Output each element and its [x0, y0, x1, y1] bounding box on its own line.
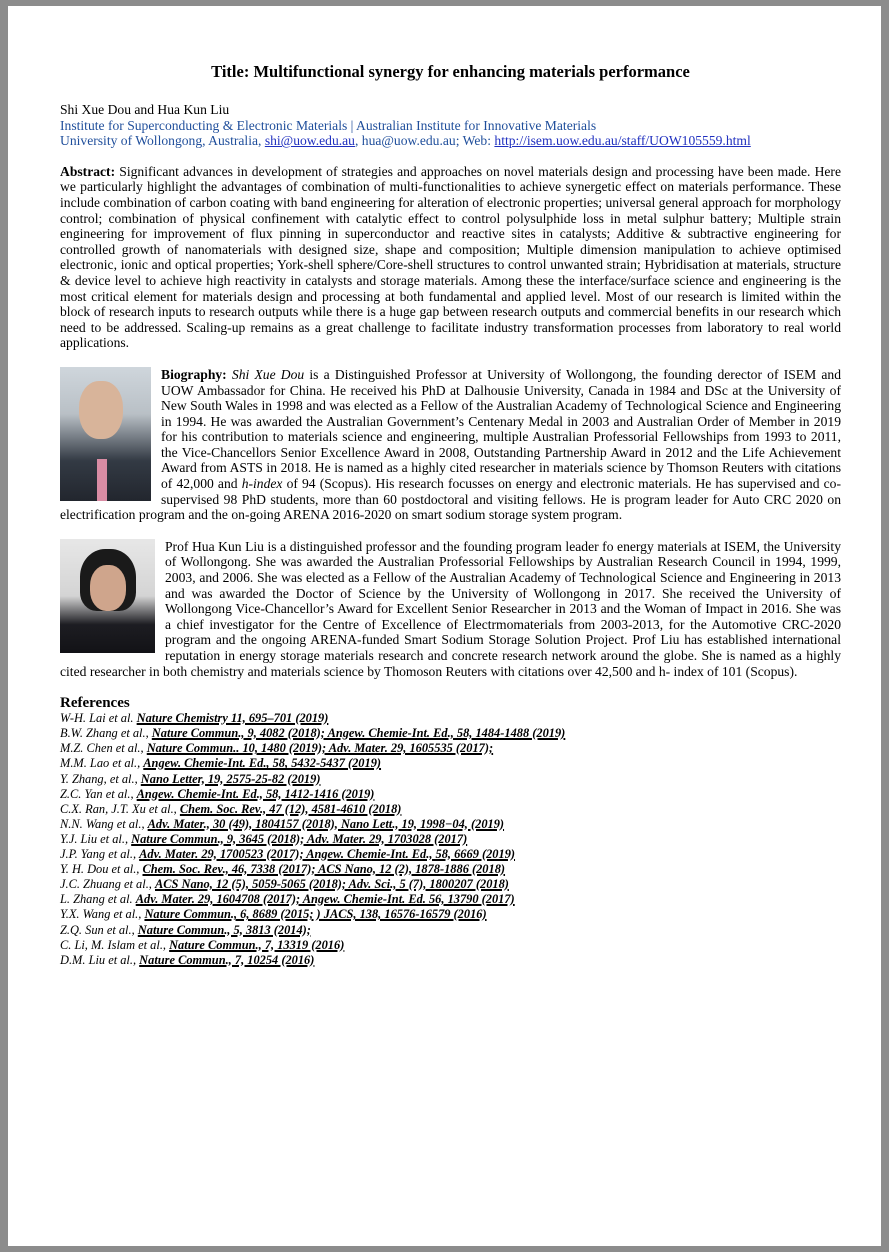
biography-liu: [60, 539, 841, 679]
bio-name: Shi Xue Dou: [231, 366, 305, 382]
bio-text-liu: Prof Hua Kun Liu is a distinguished professor and the founding program leader fo energy materials at ISEM, the University of Wollongong. She was awarded the Australian Professorial Fellowships by Australian Research Council in 1994, 1999, 2003, and 2006. She was elected as a Fellow of the Australian Academy of Technological Science and Engineering in 2013 and was awarded the Doctor of Science by the University of Wollongong in 2017. She received the University of Wollongong Vice-Chancellor’s Award for Excellent Senior Researcher in 2013 and the Woman of Impact in 2016. She was a chief investigator for the Centre of Excellence of Electrmomaterials from 2003-2013, for the Automotive CRC-2020 program and the ongoing ARENA-funded Smart Sodium Storage Solution Project. Prof Liu has established international reputation in energy storage materials research and concrete research network around the globe. She is named as a highly cited researcher in both chemistry and materials science by Thomoson Reuters with citations over 42,500 and h- index of 101 (Scopus).: [60, 538, 841, 679]
email-link[interactable]: shi@uow.edu.au: [264, 133, 355, 149]
address: [60, 133, 841, 149]
reference-journal-link[interactable]: Nature Commun., 5, 3813 (2014);: [137, 922, 311, 937]
web-link[interactable]: http://isem.uow.edu.au/staff/UOW105559.html: [494, 133, 751, 149]
address-text: University of Wollongong, Australia,: [60, 133, 265, 149]
reference-authors: C. Li, M. Islam et al.,: [60, 937, 170, 952]
reference-authors: M.Z. Chen et al.,: [60, 741, 147, 756]
reference-authors: W-H. Lai et al.: [60, 711, 137, 726]
reference-journal-link[interactable]: Nature Commun., 9, 4082 (2018); Angew. Chemie-Int. Ed., 58, 1484-1488 (2019): [151, 726, 566, 741]
reference-journal-link[interactable]: Adv. Mater. 29, 1604708 (2017); Angew. Chemie-Int. Ed. 56, 13790 (2017): [135, 892, 515, 907]
address-text-2: , hua@uow.edu.au; Web:: [354, 133, 495, 149]
reference-journal-link[interactable]: Nature Commun., 7, 10254 (2016): [139, 952, 315, 967]
reference-item: [60, 847, 841, 862]
reference-item: [60, 726, 841, 741]
reference-authors: C.X. Ran, J.T. Xu et al.,: [60, 801, 180, 816]
page-title: Title: Multifunctional synergy for enhancing materials performance: [211, 62, 690, 81]
reference-item: [60, 877, 841, 892]
document-page: [8, 6, 881, 1246]
reference-journal-link[interactable]: Nature Commun., 9, 3645 (2018); Adv. Mater. 29, 1703028 (2017): [131, 831, 468, 846]
reference-authors: M.M. Lao et al.,: [60, 756, 144, 771]
reference-journal-link[interactable]: Adv. Mater. 29, 1700523 (2017); Angew. Chemie-Int. Ed., 58, 6669 (2019): [139, 847, 516, 862]
reference-authors: D.M. Liu et al.,: [60, 952, 140, 967]
reference-item: [60, 862, 841, 877]
reference-item: [60, 711, 841, 726]
reference-journal-link[interactable]: Nature Commun., 6, 8689 (2015; ) JACS, 138, 16576-16579 (2016): [144, 907, 487, 922]
abstract-label: Abstract:: [60, 163, 116, 179]
reference-item: [60, 953, 841, 968]
reference-item: [60, 892, 841, 907]
abstract-text: Significant advances in development of strategies and approaches on novel materials design and processing have been made. Here we particularly highlight the advantages of combination of multi-functionalities to achieve synergetic effect on materials performance. These include combination of carbon coating with band engineering for alteration of electronic properties; universal general approach for morphology control; combination of physical confinement with catalytic effect to control polysulphide loss in metal sulphur battery; Multiple strain engineering for improvement of flux pinning in superconductor and reactive sites in catalysts; Additive & subtractive engineering for controlled growth of nanomaterials with designed size, shape and composition; Multiple dimension manipulation to achieve optimised electronic, ionic and optical properties; York-shell sphere/Core-shell structures to control unwanted strain; Hybridisation at materials, structure & device level to achieve high reactivity in catalysts and storage materials. Among these the interface/surface science and engineering is the most critical element for materials design and processing at both fundamental and applied level. Most of our research is limited within the block of research inputs to research outputs while there is a huge gap between research outputs and commercial benefits in our research which need to be addressed. Scaling-up remains as a great challenge to facilitate industry transformation processes from laboratory to real world applications.: [60, 163, 841, 351]
reference-journal-link[interactable]: Nature Commun.. 10, 1480 (2019); Adv. Mater. 29, 1605535 (2017);: [146, 741, 494, 756]
h-index-label: h-index: [241, 476, 283, 492]
portrait-photo-dou: [60, 367, 151, 501]
reference-item: [60, 741, 841, 756]
reference-authors: J.C. Zhuang et al.,: [60, 877, 155, 892]
reference-authors: Y.J. Liu et al.,: [60, 831, 132, 846]
affiliation: Institute for Superconducting & Electronic Materials | Australian Institute for Innovative Materials: [60, 117, 597, 133]
reference-item: [60, 923, 841, 938]
reference-journal-link[interactable]: ACS Nano, 12 (5), 5059-5065 (2018); Adv. Sci., 5 (7), 1800207 (2018): [155, 877, 509, 892]
reference-journal-link[interactable]: Chem. Soc. Rev., 46, 7338 (2017); ACS Nano, 12 (2), 1878-1886 (2018): [142, 862, 506, 877]
abstract: [60, 164, 841, 351]
biography-label: Biography:: [161, 366, 227, 382]
reference-authors: B.W. Zhang et al.,: [60, 726, 152, 741]
reference-journal-link[interactable]: Nature Commun., 7, 13319 (2016): [169, 937, 345, 952]
reference-item: [60, 817, 841, 832]
reference-authors: Y. H. Dou et al.,: [60, 862, 143, 877]
reference-authors: N.N. Wang et al.,: [60, 816, 148, 831]
portrait-photo-liu: [60, 539, 155, 653]
reference-journal-link[interactable]: Angew. Chemie-Int. Ed., 58, 5432-5437 (2019): [143, 756, 382, 771]
reference-journal-link[interactable]: Angew. Chemie-Int. Ed., 58, 1412-1416 (2019): [136, 786, 375, 801]
reference-authors: J.P. Yang et al.,: [60, 847, 140, 862]
reference-journal-link[interactable]: Nature Chemistry 11, 695–701 (2019): [136, 711, 329, 726]
reference-authors: Y. Zhang, et al.,: [60, 771, 141, 786]
reference-authors: L. Zhang et al.: [60, 892, 136, 907]
author-block: [60, 102, 841, 149]
biography-dou: [60, 367, 841, 523]
reference-journal-link[interactable]: Chem. Soc. Rev., 47 (12), 4581-4610 (2018): [179, 801, 402, 816]
reference-item: [60, 787, 841, 802]
reference-item: [60, 907, 841, 922]
references-heading: References: [60, 695, 130, 712]
reference-item: [60, 938, 841, 953]
reference-item: [60, 756, 841, 771]
reference-journal-link[interactable]: Adv. Mater., 30 (49), 1804157 (2018), Nano Lett., 19, 1998−04, (2019): [147, 816, 505, 831]
authors: Shi Xue Dou and Hua Kun Liu: [60, 102, 230, 117]
reference-authors: Z.C. Yan et al.,: [60, 786, 137, 801]
reference-authors: Y.X. Wang et al.,: [60, 907, 145, 922]
reference-item: [60, 802, 841, 817]
bio-text-2: of 94 (Scopus). His research focusses on energy and electronic materials. He has supervised and co-supervised 98 PhD students, more than 60 postdoctoral and visiting fellows. He is program leader for Auto CRC 2020 on electrification program and the on-going ARENA 2016-2020 on smart sodium storage system program.: [60, 476, 841, 523]
reference-journal-link[interactable]: Nano Letter, 19, 2575-25-82 (2019): [140, 771, 321, 786]
reference-authors: Z.Q. Sun et al.,: [60, 922, 138, 937]
reference-item: [60, 772, 841, 787]
references: [60, 695, 841, 968]
bio-text: is a Distinguished Professor at University of Wollongong, the founding derector of ISEM and UOW Ambassador for China. He received his PhD at Dalhousie University, Canada in 1984 and DSc at the University of New South Wales in 1998 and was elected as a Fellow of the Australian Academy of Technological Science and Engineering in 1994. He was awarded the Australian Government’s Centenary Medal in 2003 and Australian Order of Member in 2019 for his contribution to materials science and engineering, multiple Australian Professorial Fellowships from 1993 to 2011, the Vice-Chancellors Senior Excellence Award in 2008, Outstanding Partnership Award in 2012 and the Life Achievement Award from ASTS in 2018. He is named as a highly cited researcher in materials science by Thomson Reuters with citations of 42,000 and: [161, 366, 841, 492]
reference-item: [60, 832, 841, 847]
